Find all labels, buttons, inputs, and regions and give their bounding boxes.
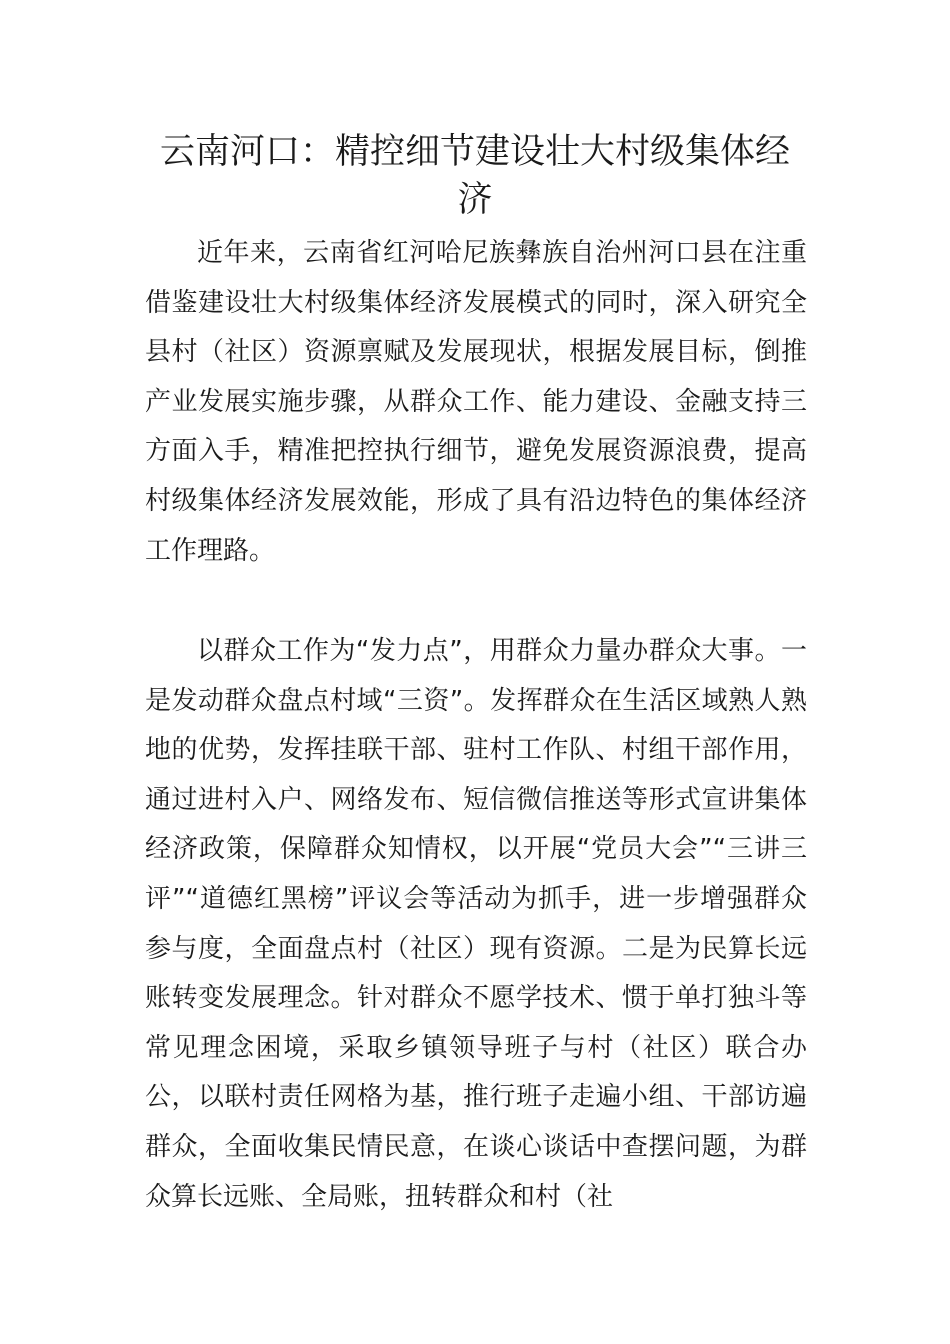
document-title: 云南河口：精控细节建设壮大村级集体经济	[159, 132, 790, 220]
paragraph-intro: 近年来，云南省红河哈尼族彝族自治州河口县在注重借鉴建设壮大村级集体经济发展模式的同时，深入研究全县村（社区）资源禀赋及发展现状，根据发展目标，倒推产业发展实施步骤，从群众工作、能力建设、金融支持三方面入手，精准把控执行细节，避免发展资源浪费，提高村级集体经济发展效能，形成了具有沿边特色的集体经济工作理路。	[145, 238, 807, 566]
paragraph-mass-work: 以群众工作为“发力点”，用群众力量办群众大事。一是发动群众盘点村域“三资”。发挥群众在生活区域熟人熟地的优势，发挥挂联干部、驻村工作队、村组干部作用，通过进村入户、网络发布、短信微信推送等形式宣讲集体经济政策，保障群众知情权，以开展“党员大会”“三讲三评”“道德红黑榜”评议会等活动为抓手，进一步增强群众参与度，全面盘点村（社区）现有资源。二是为民算长远账转变发展理念。针对群众不愿学技术、惯于单打独斗等常见理念困境，采取乡镇领导班子与村（社区）联合办公，以联村责任网格为基，推行班子走遍小组、干部访遍群众，全面收集民情民意，在谈心谈话中查摆问题，为群众算长远账、全局账，扭转群众和村（社	[145, 636, 807, 1212]
